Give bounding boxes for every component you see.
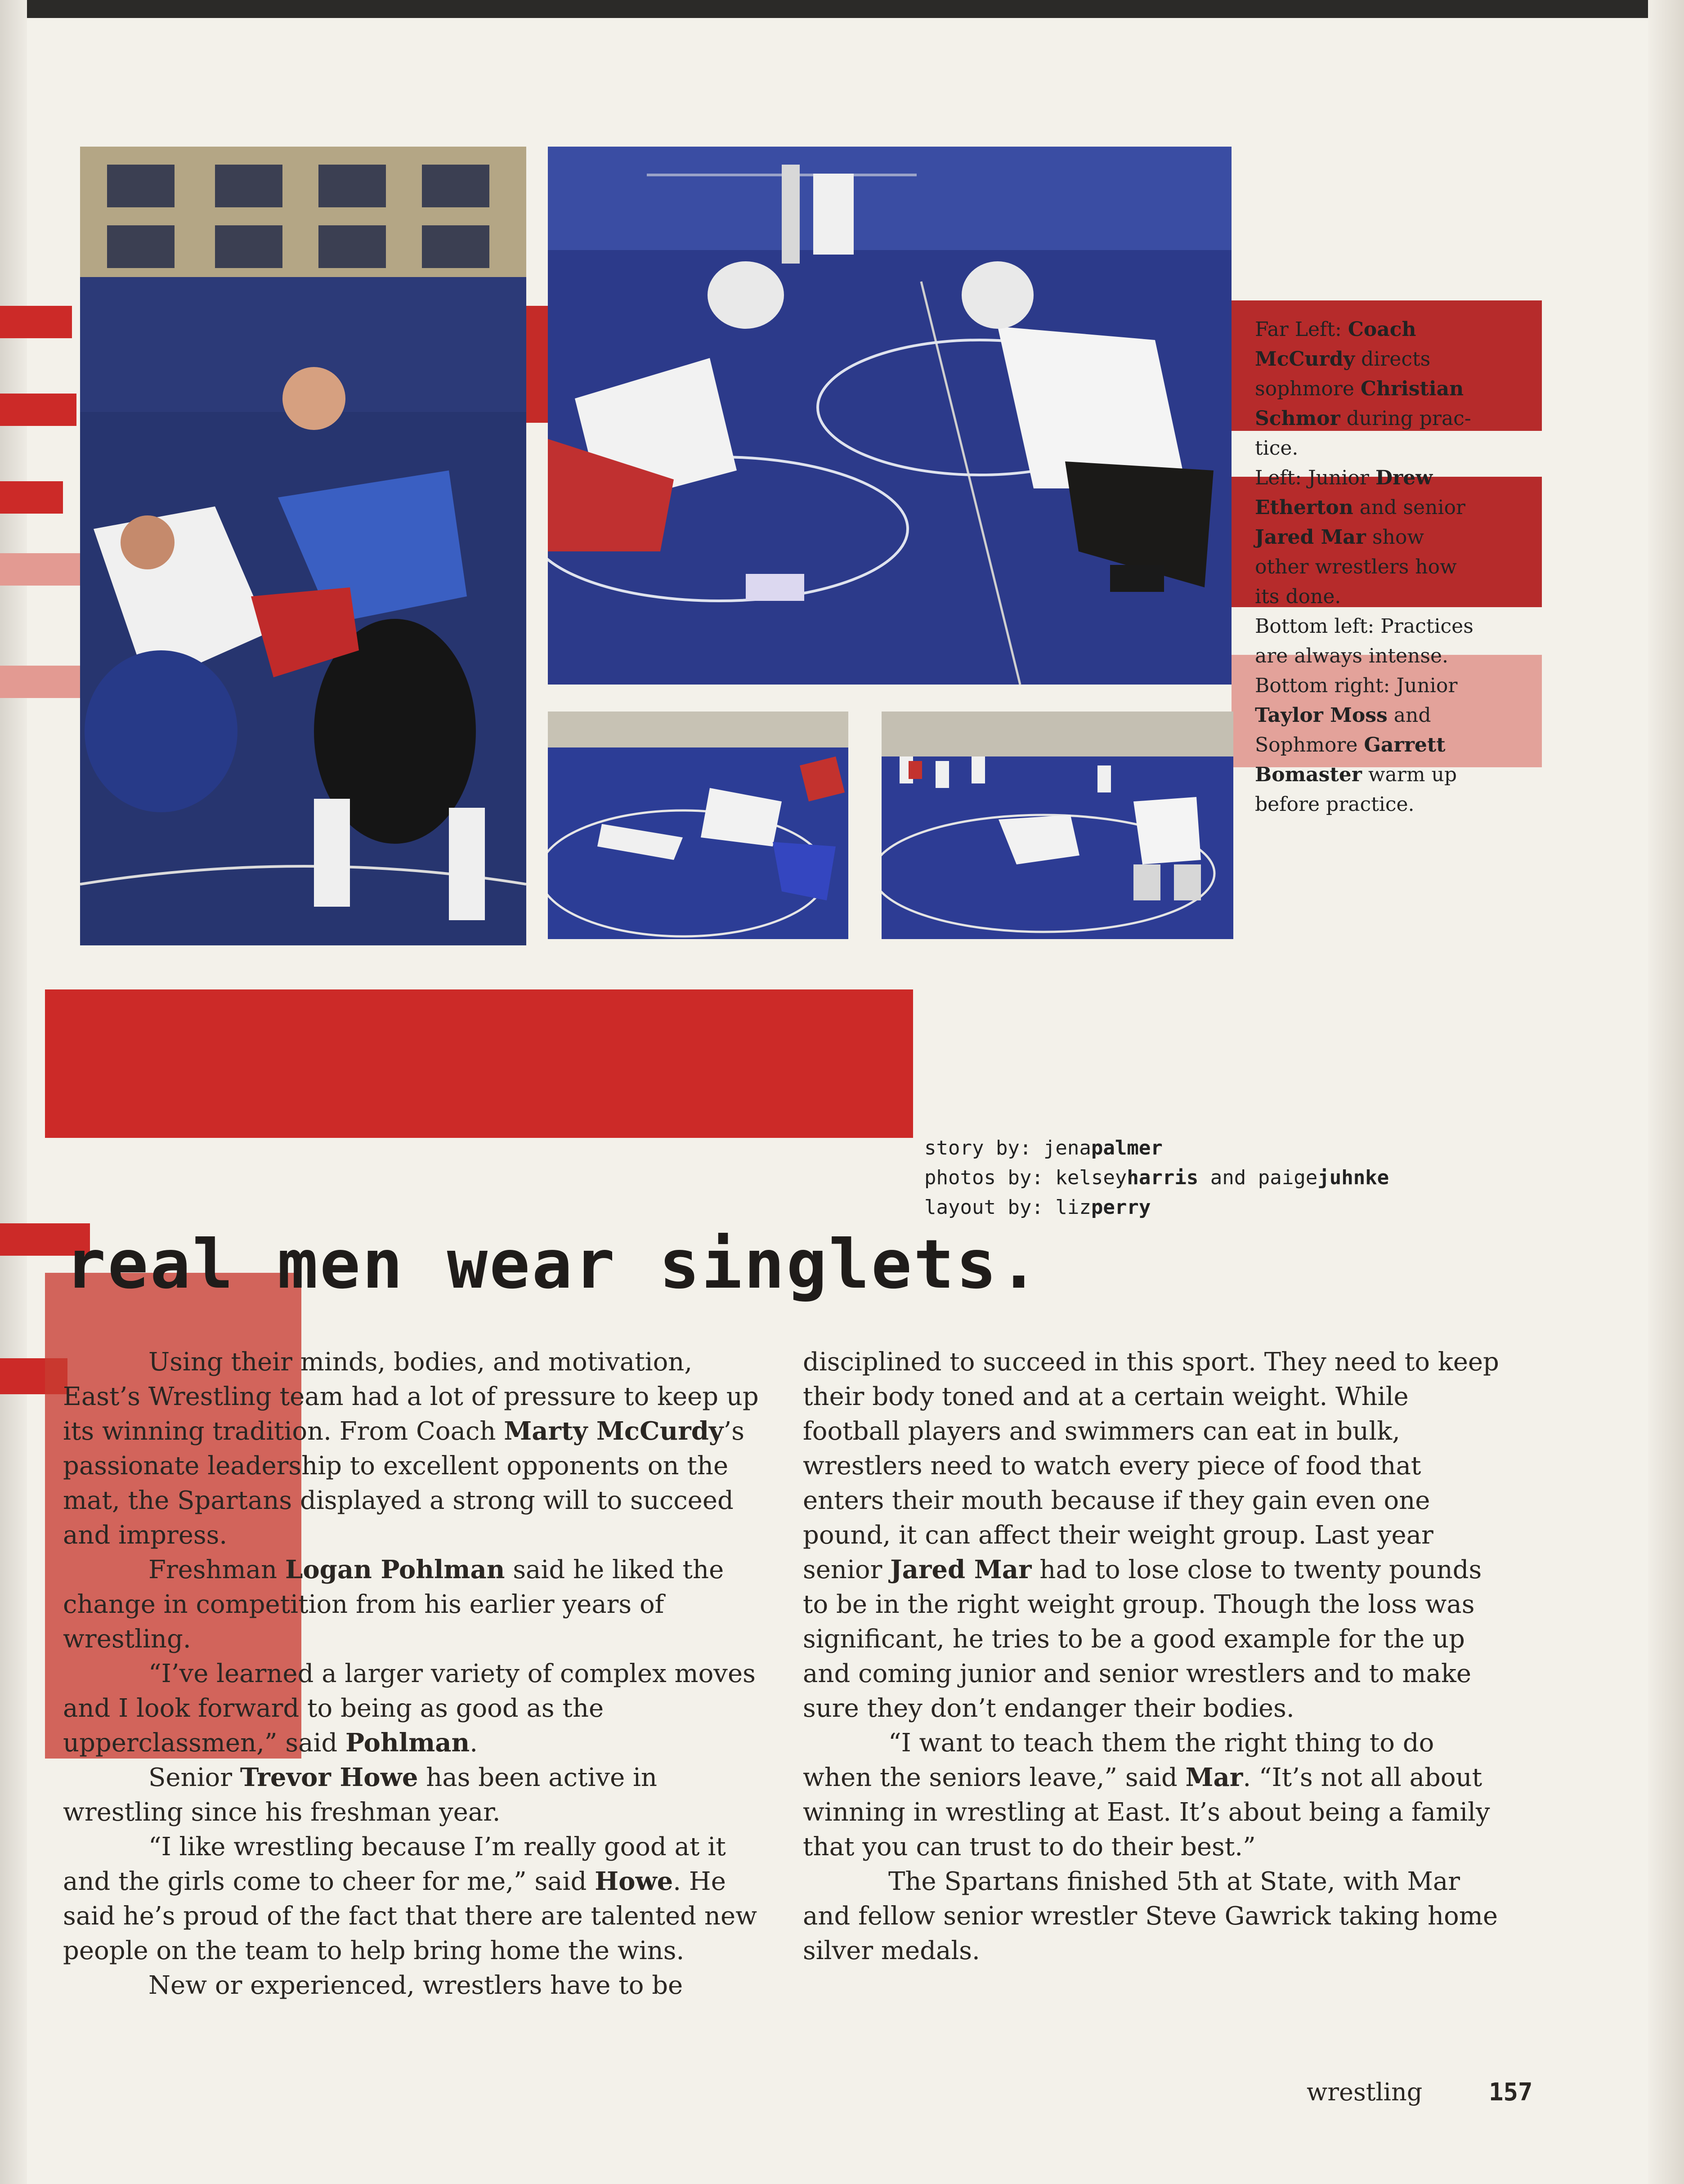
caption-line: Taylor Moss and: [1255, 704, 1431, 727]
story-credit: story by: jenapalmer: [924, 1137, 1163, 1159]
caption-line: before practice.: [1255, 793, 1415, 816]
body-paragraph: “I’ve learned a larger variety of complex moves and I look forward to being as good as the upperclassmen,” said Pohlman.: [63, 1659, 756, 1758]
body-paragraph: “I like wrestling because I’m really good at it and the girls come to cheer for me,” said Howe. He said he’s proud of the fact that there are talented new people on the team to help bring home the wins.: [63, 1832, 757, 1965]
stripe: [0, 481, 63, 514]
page-number: 157: [1489, 2078, 1533, 2106]
photos-credit: photos by: kelseyharris and paigejuhnke: [924, 1166, 1389, 1189]
stripe: [0, 553, 81, 586]
caption-line: Left: Junior Drew: [1255, 466, 1433, 489]
photo-caption: [1255, 315, 1516, 819]
body-column-right: [803, 1345, 1505, 1968]
scan-top-edge: [0, 0, 1684, 18]
photo-coach: [80, 147, 526, 945]
caption-line: its done.: [1255, 585, 1341, 608]
red-banner: [45, 989, 913, 1138]
caption-line: Bottom left: Practices: [1255, 615, 1474, 638]
caption-line: are always intense.: [1255, 644, 1448, 667]
caption-line: Schmor during prac-: [1255, 407, 1471, 430]
photo-practice-intense: [548, 712, 848, 939]
caption-line: McCurdy directs: [1255, 348, 1431, 371]
stripe: [0, 666, 81, 698]
body-paragraph: Senior Trevor Howe has been active in wrestling since his freshman year.: [63, 1763, 657, 1827]
caption-line: Bottom right: Junior: [1255, 674, 1458, 697]
caption-line: Bomaster warm up: [1255, 763, 1457, 786]
caption-line: Sophmore Garrett: [1255, 734, 1446, 756]
layout-credit: layout by: lizperry: [924, 1196, 1151, 1219]
body-paragraph: Using their minds, bodies, and motivation, East’s Wrestling team had a lot of pressure to keep up its winning tradition. From Coach Marty McCurdy’s passionate leadership to excellent opponents on the mat, the Spartans displayed a strong will to succeed and impress.: [63, 1347, 759, 1550]
caption-line: Etherton and senior: [1255, 496, 1465, 519]
caption-line: Far Left: Coach: [1255, 318, 1416, 341]
body-paragraph: disciplined to succeed in this sport. They need to keep their body toned and at a certain weight. While football players and swimmers can eat in bulk, wrestlers need to watch every piece of food that enters their mouth because if they gain even one pound, it can affect their weight group. Last year senior Jared Mar had to lose close to twenty pounds to be in the right weight group. Though the loss was significant, he tries to be a good example for the up and coming junior and senior wrestlers and to make sure they don’t endanger their bodies.: [803, 1347, 1499, 1723]
page-edge: [1648, 0, 1684, 2184]
photo-stance: [548, 147, 1232, 685]
headline: real men wear singlets.: [65, 1226, 1041, 1304]
stripe: [0, 394, 76, 426]
caption-line: Jared Mar show: [1255, 526, 1424, 549]
body-column-left: [63, 1345, 765, 2003]
credits: [924, 1133, 1389, 1222]
photo-warm-up: [882, 712, 1233, 939]
body-paragraph: “I want to teach them the right thing to do when the seniors leave,” said Mar. “It’s not all about winning in wrestling at East. It’s about being a family that you can trust to do their best.”: [803, 1728, 1490, 1862]
caption-line: tice.: [1255, 437, 1299, 460]
caption-line: other wrestlers how: [1255, 555, 1457, 578]
caption-line: sophmore Christian: [1255, 377, 1464, 400]
body-paragraph: New or experienced, wrestlers have to be: [148, 1971, 683, 2000]
stripe: [0, 306, 72, 338]
body-paragraph: The Spartans finished 5th at State, with Mar and fellow senior wrestler Steve Gawrick taking home silver medals.: [803, 1867, 1498, 1965]
section-label: wrestling: [1307, 2078, 1423, 2106]
body-paragraph: Freshman Logan Pohlman said he liked the change in competition from his earlier years of wrestling.: [63, 1555, 724, 1654]
